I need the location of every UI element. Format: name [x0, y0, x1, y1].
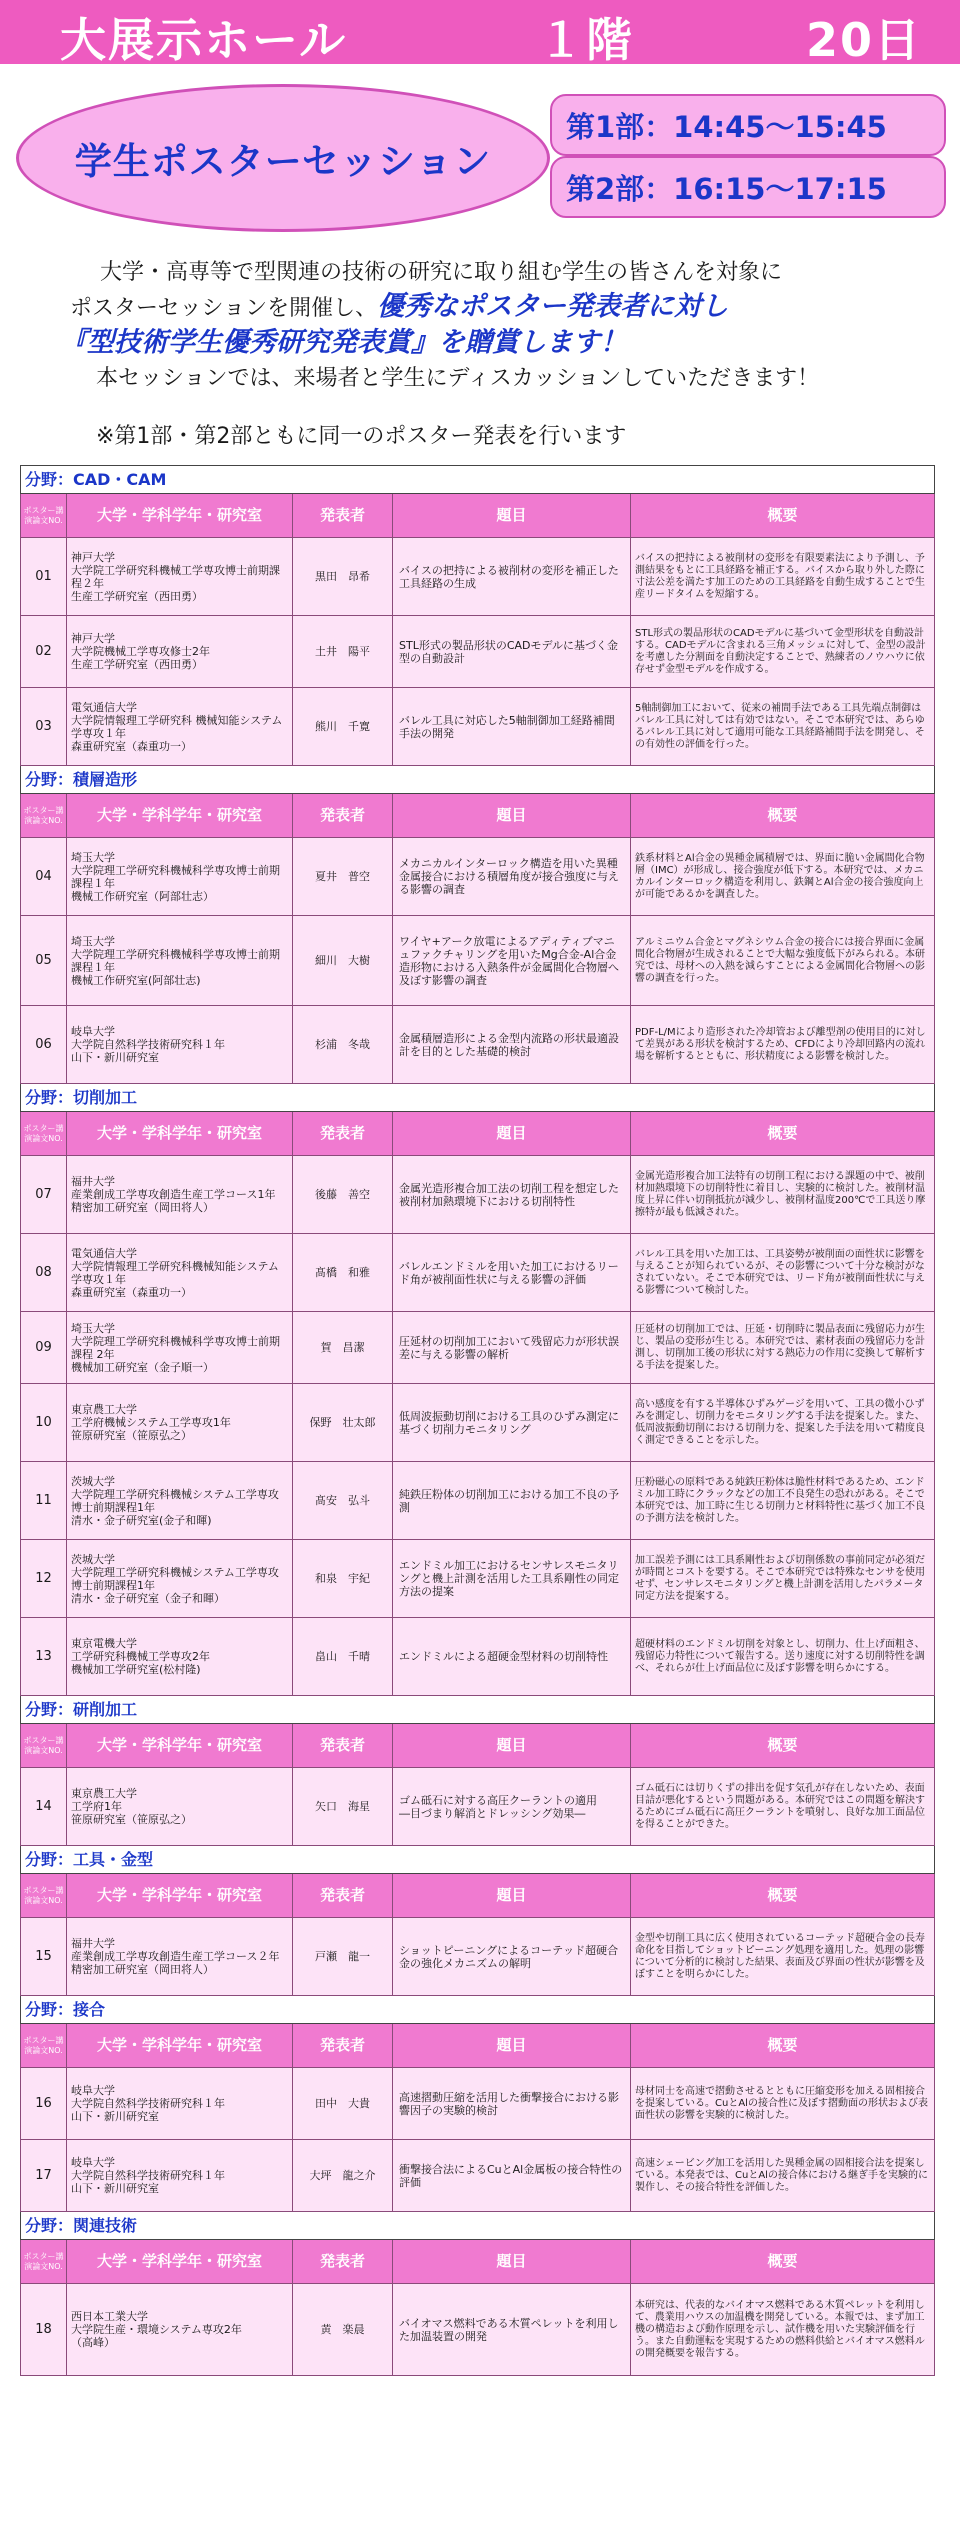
schedule-note: ※第1部・第2部ともに同一のポスター発表を行います [96, 424, 627, 449]
poster-summary: ゴム砥石には切りくずの排出を促す気孔が存在しないため、表面目詰が悪化するという問題がある。本研究ではこの問題を解決するためにゴム砥石に高圧クーラントを噴射し、良好な加工面品位を得ることができた。 [631, 1768, 935, 1846]
header-no: ポスター講演論文NO. [21, 2240, 67, 2284]
intro-line-1: 大学・高専等で型関連の技術の研究に取り組む学生の皆さんを対象に [100, 260, 783, 285]
university-affiliation: 西日本工業大学 大学院生産・環境システム専攻2年 （高峰） [67, 2284, 293, 2376]
poster-summary: 加工誤差予測には工具系剛性および切削係数の事前同定が必須だが時間とコストを要する。そこで本研究では特殊なセンサを使用せず、センサレスモニタリングと機上計測を活用したパラメータ同定方法を提案する。 [631, 1540, 935, 1618]
table-row [21, 688, 935, 766]
header-title: 題目 [393, 2024, 631, 2068]
presenter-name: 髙橋 和雅 [293, 1234, 393, 1312]
header-title: 題目 [393, 1724, 631, 1768]
poster-title: エンドミルによる超硬金型材料の切削特性 [393, 1618, 631, 1696]
header-no: ポスター講演論文NO. [21, 2024, 67, 2068]
category-row [21, 466, 935, 494]
poster-title: バイオマス燃料である木質ペレットを利用した加温装置の開発 [393, 2284, 631, 2376]
header-no: ポスター講演論文NO. [21, 1112, 67, 1156]
poster-title: バイスの把持による被削材の変形を補正した工具経路の生成 [393, 538, 631, 616]
poster-number: 02 [21, 616, 67, 688]
poster-number: 10 [21, 1384, 67, 1462]
presenter-name: 矢口 海星 [293, 1768, 393, 1846]
poster-table [20, 465, 934, 2376]
poster-title: ゴム砥石に対する高圧クーラントの適用 ―目づまり解消とドレッシング効果― [393, 1768, 631, 1846]
table-row [21, 1462, 935, 1540]
session-title-ellipse [16, 84, 550, 232]
university-affiliation: 岐阜大学 大学院自然科学技術研究科１年 山下・新川研究室 [67, 2140, 293, 2212]
poster-number: 16 [21, 2068, 67, 2140]
header-university: 大学・学科学年・研究室 [67, 1874, 293, 1918]
table-row [21, 616, 935, 688]
table-row [21, 2284, 935, 2376]
header-summary: 概要 [631, 1724, 935, 1768]
poster-number: 11 [21, 1462, 67, 1540]
session-1-time: 第1部：14:45～15:45 [550, 94, 946, 156]
header-summary: 概要 [631, 494, 935, 538]
presenter-name: 夏井 普空 [293, 838, 393, 916]
table-header-row [21, 1112, 935, 1156]
category-row [21, 1084, 935, 1112]
header-summary: 概要 [631, 794, 935, 838]
category-label: 分野：工具・金型 [21, 1846, 935, 1874]
table-row [21, 2068, 935, 2140]
table-row [21, 1234, 935, 1312]
table-row [21, 1618, 935, 1696]
poster-title: 低周波振動切削における工具のひずみ測定に基づく切削力モニタリング [393, 1384, 631, 1462]
presenter-name: 細川 大樹 [293, 916, 393, 1006]
category-label: 分野：研削加工 [21, 1696, 935, 1724]
poster-number: 03 [21, 688, 67, 766]
poster-number: 04 [21, 838, 67, 916]
university-affiliation: 東京農工大学 工学府機械システム工学専攻1年 笹原研究室（笹原弘之） [67, 1384, 293, 1462]
poster-summary: 高速シェービング加工を活用した異種金属の固相接合法を提案している。本発表では、CuとAlの接合体における継ぎ手を実験的に製作し、その接合特性を評価した。 [631, 2140, 935, 2212]
top-header-bar [0, 0, 960, 67]
poster-number: 18 [21, 2284, 67, 2376]
table-header-row [21, 1874, 935, 1918]
poster-title: 金属光造形複合加工法の切削工程を想定した被削材加熱環境下における切削特性 [393, 1156, 631, 1234]
table-row [21, 538, 935, 616]
category-label: 分野：切削加工 [21, 1084, 935, 1112]
category-label: 分野：CAD・CAM [21, 466, 935, 494]
header-summary: 概要 [631, 2240, 935, 2284]
table-row [21, 1540, 935, 1618]
presenter-name: 保野 壮太郎 [293, 1384, 393, 1462]
table-row [21, 1156, 935, 1234]
university-affiliation: 電気通信大学 大学院情報理工学研究科機械知能システム学専攻１年 森重研究室（森重功一） [67, 1234, 293, 1312]
presenter-name: 田中 大貴 [293, 2068, 393, 2140]
header-title: 題目 [393, 1874, 631, 1918]
poster-title: 純鉄圧粉体の切削加工における加工不良の予測 [393, 1462, 631, 1540]
poster-summary: バレル工具を用いた加工は、工具姿勢が被削面の面性状に影響を与えることが知られているが、その影響について十分な検討がなされていない。そこで本研究では、リード角が被削面性状に与える影響について検討した。 [631, 1234, 935, 1312]
header-presenter: 発表者 [293, 2240, 393, 2284]
header-title: 題目 [393, 494, 631, 538]
university-affiliation: 電気通信大学 大学院情報理工学研究科 機械知能システム学専攻１年 森重研究室（森重功一） [67, 688, 293, 766]
table-row [21, 916, 935, 1006]
presenter-name: 畠山 千晴 [293, 1618, 393, 1696]
award-line: 『型技術学生優秀研究発表賞』を贈賞します！ [60, 327, 627, 358]
category-label: 分野：関連技術 [21, 2212, 935, 2240]
poster-number: 14 [21, 1768, 67, 1846]
presenter-name: 髙安 弘斗 [293, 1462, 393, 1540]
university-affiliation: 茨城大学 大学院理工学研究科機械システム工学専攻博士前期課程1年 清水・金子研究室(金子和暉) [67, 1462, 293, 1540]
poster-title: ワイヤ+アーク放電によるアディティブマニュファクチャリングを用いたMg合金-Al合金造形物における入熱条件が金属間化合物層へ及ぼす影響の調査 [393, 916, 631, 1006]
category-row [21, 2212, 935, 2240]
session-title: 学生ポスターセッション [74, 140, 492, 183]
category-row [21, 1996, 935, 2024]
presenter-name: 黒田 昂希 [293, 538, 393, 616]
header-university: 大学・学科学年・研究室 [67, 2024, 293, 2068]
presenter-name: 杉浦 冬哉 [293, 1006, 393, 1084]
poster-number: 12 [21, 1540, 67, 1618]
university-affiliation: 岐阜大学 大学院自然科学技術研究科１年 山下・新川研究室 [67, 2068, 293, 2140]
header-presenter: 発表者 [293, 1724, 393, 1768]
university-affiliation: 東京電機大学 工学研究科機械工学専攻2年 機械加工学研究室(松村隆) [67, 1618, 293, 1696]
poster-summary: STL形式の製品形状のCADモデルに基づいて金型形状を自動設計する。CADモデルに含まれる三角メッシュに対して、金型の設計を考慮した分割面を自動決定することで、熟練者のノウハウに依存せず金型モデルを作成する。 [631, 616, 935, 688]
presenter-name: 賀 昌潔 [293, 1312, 393, 1384]
poster-summary: 圧延材の切削加工では、圧延・切削時に製品表面に残留応力が生じ、製品の変形が生じる。本研究では、素材表面の残留応力を計測し、切削加工後の形状に対する熱応力の作用に変換して解析する手法を提案した。 [631, 1312, 935, 1384]
header-title: 題目 [393, 794, 631, 838]
category-row [21, 766, 935, 794]
poster-title: バレル工具に対応した5軸制御加工経路補間手法の開発 [393, 688, 631, 766]
poster-title: 金属積層造形による金型内流路の形状最適設計を目的とした基礎的検討 [393, 1006, 631, 1084]
poster-title: バレルエンドミルを用いた加工におけるリード角が被削面性状に与える影響の評価 [393, 1234, 631, 1312]
poster-summary: アルミニウム合金とマグネシウム合金の接合には接合界面に金属間化合物層が生成されることで大幅な強度低下がみられる。本研究では、母材への入熱を減らすことによる金属間化合物層への影響の調査を行った。 [631, 916, 935, 1006]
day-label: 20日 [806, 13, 923, 67]
header-presenter: 発表者 [293, 1874, 393, 1918]
poster-summary: 5軸制御加工において、従来の補間手法である工具先端点制御はバレル工具に対しては有効ではない。そこで本研究では、あらゆるバレル工具に対して適用可能な工具経路補間手法を開発し、その有効性の評価を行った。 [631, 688, 935, 766]
poster-summary: 鉄系材料とAl合金の異種金属積層では、界面に脆い金属間化合物層（IMC）が形成し、接合強度が低下する。本研究では、メカニカルインターロック構造を利用し、鉄鋼とAl合金の接合強度向上が可能であるかを調査した。 [631, 838, 935, 916]
table-row [21, 838, 935, 916]
university-affiliation: 埼玉大学 大学院理工学研究科機械科学専攻博士前期課程１年 機械工作研究室(阿部壮志) [67, 916, 293, 1006]
table-row [21, 1918, 935, 1996]
poster-title: STL形式の製品形状のCADモデルに基づく金型の自動設計 [393, 616, 631, 688]
header-no: ポスター講演論文NO. [21, 1724, 67, 1768]
presenter-name: 戸瀬 龍一 [293, 1918, 393, 1996]
poster-number: 05 [21, 916, 67, 1006]
intro-line-2: ポスターセッションを開催し、優秀なポスター発表者に対し [70, 291, 729, 322]
intro-line-4: 本セッションでは、来場者と学生にディスカッションしていただきます！ [96, 366, 820, 391]
presenter-name: 熊川 千寛 [293, 688, 393, 766]
university-affiliation: 福井大学 産業創成工学専攻創造生産工学コース２年 精密加工研究室（岡田将人） [67, 1918, 293, 1996]
header-no: ポスター講演論文NO. [21, 1874, 67, 1918]
poster-number: 08 [21, 1234, 67, 1312]
university-affiliation: 岐阜大学 大学院自然科学技術研究科１年 山下・新川研究室 [67, 1006, 293, 1084]
poster-title: 圧延材の切削加工において残留応力が形状誤差に与える影響の解析 [393, 1312, 631, 1384]
poster-title: 衝撃接合法によるCuとAl金属板の接合特性の評価 [393, 2140, 631, 2212]
poster-summary: PDF-L/Mにより造形された冷却管および離型剤の使用目的に対して差異がある形状を検討するため、CFDにより冷却回路内の流れ場を解析するとともに、形状精度による影響を検討した。 [631, 1006, 935, 1084]
presenter-name: 後藤 善空 [293, 1156, 393, 1234]
presenter-name: 和泉 宇紀 [293, 1540, 393, 1618]
intro-highlight: 優秀なポスター発表者に対し [377, 291, 729, 322]
university-affiliation: 神戸大学 大学院機械工学専攻修士2年 生産工学研究室（西田勇） [67, 616, 293, 688]
university-affiliation: 埼玉大学 大学院理工学研究科機械科学専攻博士前期課程１年 機械工作研究室（阿部壮志） [67, 838, 293, 916]
poster-summary: 母材同士を高速で摺動させるとともに圧縮変形を加える固相接合を提案している。CuとAlの接合性に及ぼす摺動面の形状および表面性状の影響を実験的に検討した。 [631, 2068, 935, 2140]
category-label: 分野：積層造形 [21, 766, 935, 794]
table-header-row [21, 2240, 935, 2284]
floor-label: １階 [538, 13, 634, 67]
presenter-name: 黄 楽晨 [293, 2284, 393, 2376]
poster-number: 09 [21, 1312, 67, 1384]
category-label: 分野：接合 [21, 1996, 935, 2024]
header-summary: 概要 [631, 2024, 935, 2068]
university-affiliation: 茨城大学 大学院理工学研究科機械システム工学専攻博士前期課程1年 清水・金子研究室（金子和暉） [67, 1540, 293, 1618]
poster-summary: 高い感度を有する半導体ひずみゲージを用いて、工具の微小ひずみを測定し、切削力をモニタリングする手法を提案した。また、低周波振動切削における切削力を、提案した手法を用いて精度良く測定できることを示した。 [631, 1384, 935, 1462]
header-presenter: 発表者 [293, 1112, 393, 1156]
poster-number: 17 [21, 2140, 67, 2212]
poster-number: 07 [21, 1156, 67, 1234]
table-row [21, 1384, 935, 1462]
header-presenter: 発表者 [293, 2024, 393, 2068]
table-header-row [21, 794, 935, 838]
category-row [21, 1696, 935, 1724]
university-affiliation: 神戸大学 大学院工学研究科機械工学専攻博士前期課程２年 生産工学研究室（西田勇） [67, 538, 293, 616]
header-presenter: 発表者 [293, 494, 393, 538]
table-header-row [21, 494, 935, 538]
header-university: 大学・学科学年・研究室 [67, 1724, 293, 1768]
poster-summary: 超硬材料のエンドミル切削を対象とし、切削力、仕上げ面粗さ、残留応力特性について報告する。送り速度に対する切削特性を調べ、それらが仕上げ面品位に及ぼす影響を明らかにする。 [631, 1618, 935, 1696]
poster-number: 13 [21, 1618, 67, 1696]
header-summary: 概要 [631, 1112, 935, 1156]
table-header-row [21, 1724, 935, 1768]
university-affiliation: 埼玉大学 大学院理工学研究科機械科学専攻博士前期課程 2年 機械加工研究室（金子順一） [67, 1312, 293, 1384]
header-title: 題目 [393, 1112, 631, 1156]
header-university: 大学・学科学年・研究室 [67, 794, 293, 838]
header-university: 大学・学科学年・研究室 [67, 1112, 293, 1156]
poster-number: 15 [21, 1918, 67, 1996]
university-affiliation: 東京農工大学 工学府1年 笹原研究室（笹原弘之） [67, 1768, 293, 1846]
table-row [21, 1312, 935, 1384]
header-university: 大学・学科学年・研究室 [67, 2240, 293, 2284]
poster-summary: 金型や切削工具に広く使用されているコーテッド超硬合金の長寿命化を目指してショットピーニング処理を適用した。処理の影響について分析的に検討した結果、表面及び界面の性状が影響を及ぼすことを明らかにした。 [631, 1918, 935, 1996]
header-university: 大学・学科学年・研究室 [67, 494, 293, 538]
table-header-row [21, 2024, 935, 2068]
poster-summary: 本研究は、代表的なバイオマス燃料である木質ペレットを利用して、農業用ハウスの加温機を開発している。本報では、まず加工機の構造および動作原理を示し、試作機を用いた実験評価を行う。また自動運転を実現するための燃料供給とバイオマス燃料ルの開発概要を報告する。 [631, 2284, 935, 2376]
header-title: 題目 [393, 2240, 631, 2284]
poster-summary: バイスの把持による被削材の変形を有限要素法により予測し、予測結果をもとに工具経路を補正する。バイスから取り外した際に寸法公差を満たす加工のための工具経路を自動生成することで生産リードタイムを短縮する。 [631, 538, 935, 616]
university-affiliation: 福井大学 産業創成工学専攻創造生産工学コース1年 精密加工研究室（岡田将人） [67, 1156, 293, 1234]
poster-summary: 金属光造形複合加工法特有の切削工程における課題の中で、被削材加熱環境下の切削特性に着目し、実験的に検討した。被削材温度上昇に伴い切削抵抗が減少し、被削材温度200℃で工具送り摩擦特が最も低減された。 [631, 1156, 935, 1234]
header-no: ポスター講演論文NO. [21, 494, 67, 538]
category-row [21, 1846, 935, 1874]
header-no: ポスター講演論文NO. [21, 794, 67, 838]
presenter-name: 大坪 龍之介 [293, 2140, 393, 2212]
poster-title: 高速摺動圧縮を活用した衝撃接合における影響因子の実験的検討 [393, 2068, 631, 2140]
poster-number: 01 [21, 538, 67, 616]
header-summary: 概要 [631, 1874, 935, 1918]
table-row [21, 1768, 935, 1846]
poster-title: ショットピーニングによるコーテッド超硬合金の強化メカニズムの解明 [393, 1918, 631, 1996]
poster-title: エンドミル加工におけるセンサレスモニタリングと機上計測を活用した工具系剛性の同定方法の提案 [393, 1540, 631, 1618]
poster-title: メカニカルインターロック構造を用いた異種金属接合における積層角度が接合強度に与える影響の調査 [393, 838, 631, 916]
table-row [21, 2140, 935, 2212]
header-presenter: 発表者 [293, 794, 393, 838]
table-row [21, 1006, 935, 1084]
poster-summary: 圧粉磁心の原料である純鉄圧粉体は脆性材料であるため、エンドミル加工時にクラックなどの加工不良発生の恐れがある。そこで本研究では、加工時に生じる切削力と材料特性に基づく加工不良の予測方法を検討した。 [631, 1462, 935, 1540]
poster-number: 06 [21, 1006, 67, 1084]
hall-name: 大展示ホール [60, 13, 348, 67]
presenter-name: 土井 陽平 [293, 616, 393, 688]
session-2-time: 第2部：16:15～17:15 [550, 156, 946, 218]
